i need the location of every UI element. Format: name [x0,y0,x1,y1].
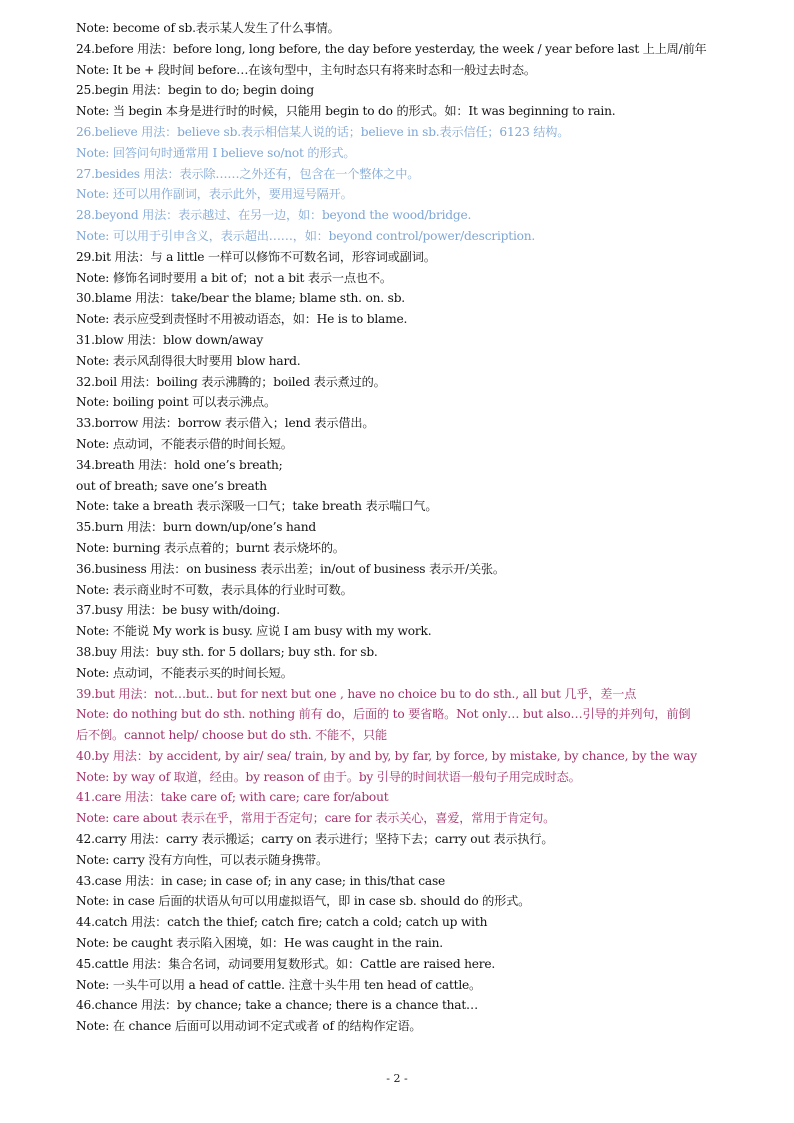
text-line: 30.blame 用法：take/bear the blame; blame sth. on. sb. [76,291,405,306]
text-line: 37.busy 用法：be busy with/doing. [76,603,280,618]
page-number: - 2 - [386,1072,408,1085]
text-line: Note: 在 chance 后面可以用动词不定式或者 of 的结构作定语。 [76,1019,422,1034]
text-line: Note: boiling point 可以表示沸点。 [76,395,277,410]
text-line: 43.case 用法：in case; in case of; in any case; in this/that case [76,873,446,888]
text-line: 46.chance 用法：by chance; take a chance; there is a chance that… [76,998,479,1013]
text-line: 27.besides 用法：表示除……之外还有，包含在一个整体之中。 [76,166,420,181]
text-line: 44.catch 用法：catch the thief; catch fire; catch a cold; catch up with [76,915,488,930]
text-line: 40.by 用法：by accident, by air/ sea/ train, by and by, by far, by force, by mistake, by chance, by the way [76,748,697,763]
text-line: Note: do nothing but do sth. nothing 前有 do，后面的 to 要省略。Not only… but also…引导的并列句，前倒 [76,707,691,722]
text-line: Note: take a breath 表示深吸一口气；take breath 表示喘口气。 [76,499,438,514]
text-line: Note: It be + 段时间 before…在该句型中，主句时态只有将来时态和一般过去时态。 [76,62,536,77]
text-line: 25.begin 用法：begin to do; begin doing [76,83,314,98]
text-line: 31.blow 用法：blow down/away [76,332,264,347]
text-line: 41.care 用法：take care of; with care; care for/about [76,790,389,805]
text-line: Note: 当 begin 本身是进行时的时候，只能用 begin to do 的形式。如：It was beginning to rain. [76,104,616,119]
text-line: Note: 表示风刮得很大时要用 blow hard. [76,353,301,368]
text-line: 38.buy 用法：buy sth. for 5 dollars; buy sth. for sb. [76,644,378,659]
text-line: 34.breath 用法：hold one’s breath; [76,457,283,472]
text-line: 35.burn 用法：burn down/up/one’s hand [76,520,316,535]
text-line: Note: by way of 取道，经由。by reason of 由于。by 引导的时间状语一般句子用完成时态。 [76,769,581,784]
text-body [76,18,766,1037]
text-line: out of breath; save one’s breath [76,478,267,493]
text-line: 45.cattle 用法：集合名词，动词要用复数形式。如：Cattle are raised here. [76,956,496,971]
text-line: Note: be caught 表示陷入困境，如：He was caught in the rain. [76,936,443,951]
text-line: Note: 回答问句时通常用 I believe so/not 的形式。 [76,145,356,160]
text-line: 后不倒。cannot help/ choose but do sth. 不能不，只能 [76,728,387,743]
text-line: Note: 可以用于引申含义，表示超出……，如：beyond control/power/description. [76,228,536,243]
text-line: 33.borrow 用法：borrow 表示借入；lend 表示借出。 [76,416,375,431]
text-line: Note: 表示商业时不可数，表示具体的行业时可数。 [76,582,353,597]
text-line: 32.boil 用法：boiling 表示沸腾的；boiled 表示煮过的。 [76,374,386,389]
text-line: Note: 一头牛可以用 a head of cattle. 注意十头牛用 ten head of cattle。 [76,977,482,992]
text-line: Note: in case 后面的状语从句可以用虚拟语气，即 in case sb. should do 的形式。 [76,894,531,909]
text-line: Note: become of sb.表示某人发生了什么事情。 [76,21,340,35]
text-line: Note: 点动词，不能表示借的时间长短。 [76,436,293,451]
text-line: Note: burning 表示点着的；burnt 表示烧坏的。 [76,540,345,555]
text-line: Note: 表示应受到责怪时不用被动语态，如：He is to blame. [76,312,408,327]
text-line: 36.business 用法：on business 表示出差；in/out of business 表示开/关张。 [76,561,505,576]
text-line: 26.believe 用法：believe sb.表示相信某人说的话；believe in sb.表示信任；6123 结构。 [76,124,570,139]
text-line: Note: carry 没有方向性，可以表示随身携带。 [76,852,329,867]
text-line: Note: 还可以用作副词，表示此外，要用逗号隔开。 [76,187,353,202]
text-line: 39.but 用法：not…but.. but for next but one , have no choice bu to do sth., all but 几乎，差一点 [76,686,637,701]
text-line: 29.bit 用法：与 a little 一样可以修饰不可数名词，形容词或副词。 [76,249,436,264]
text-line: 28.beyond 用法：表示越过、在另一边，如：beyond the wood/bridge. [76,208,472,223]
text-line: Note: care about 表示在乎，常用于否定句；care for 表示关心，喜爱，常用于肯定句。 [76,811,556,826]
text-line: Note: 点动词，不能表示买的时间长短。 [76,665,293,680]
text-line: Note: 不能说 My work is busy. 应说 I am busy with my work. [76,624,432,639]
text-line: Note: 修饰名词时要用 a bit of；not a bit 表示一点也不。 [76,270,392,285]
text-line: 42.carry 用法：carry 表示搬运；carry on 表示进行；坚持下去；carry out 表示执行。 [76,832,554,847]
text-line: 24.before 用法：before long, long before, the day before yesterday, the week / year before last 上上周/前年 [76,41,707,56]
